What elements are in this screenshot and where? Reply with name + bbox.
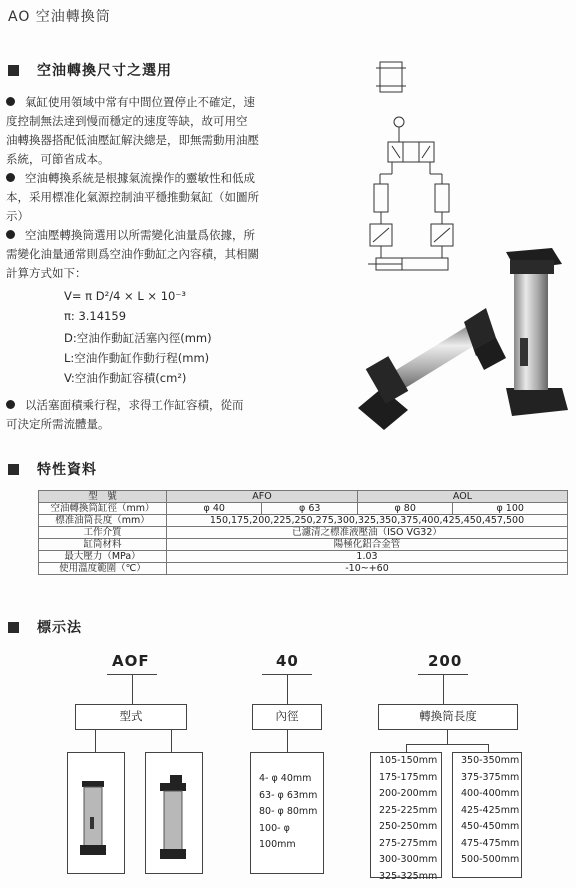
section-heading-text: 標示法 [37,620,82,636]
table-cell: 150,175,200,225,250,275,300,325,350,375,400,425,450,457,500 [167,515,568,527]
length-option: 500-500mm [461,854,520,865]
section-heading-selection [8,60,172,80]
table-row [39,491,568,503]
connector-line [171,730,172,752]
table-row [39,563,568,575]
code-bore: 40 [276,652,299,670]
table-row [39,539,568,551]
bullet-icon [6,173,15,182]
bullet-icon [6,400,15,409]
paragraph-2 [6,169,306,226]
valve-symbol [388,142,434,162]
length-option: 250-250mm [379,821,438,832]
length-option: 475-475mm [461,837,520,849]
para-line: 油轉換器搭配低油壓缸解決總是，即無需動用油壓 [6,133,259,147]
length-option: 200-200mm [379,788,438,799]
section-heading-text: 空油轉換尺寸之選用 [37,63,172,79]
page-title: AO 空油轉換筒 [8,9,111,25]
length-option: 105-150mm [379,755,438,766]
def-l: L:空油作動缸作動行程(mm) [64,351,210,365]
para-line: 氣缸使用領域中常有中間位置停止不確定，速 [25,95,255,109]
def-d: D:空油作動缸活塞內徑(mm) [64,331,212,345]
product-photo [356,238,568,434]
connector-line [406,744,488,745]
table-cell: 缸筒材料 [39,539,167,551]
table-cell: 型 號 [39,491,167,503]
bore-option: 4- φ 40mm [259,773,312,784]
bullet-icon [6,230,15,239]
converter-right-symbol [435,184,449,212]
para-line: 空油壓轉換筒選用以所需變化油量爲依據，所 [25,228,255,242]
table-row [39,503,568,515]
length-option: 275-275mm [379,837,438,849]
section-heading-spec [8,459,97,479]
length-option: 350-350mm [461,755,520,766]
square-bullet-icon [8,65,19,76]
table-cell: 標准油筒長度（mm） [39,515,167,527]
length-option: 400-400mm [461,788,520,799]
connector-line [95,730,96,752]
connector-line [488,744,489,752]
length-box: 轉換筒長度 [378,704,518,730]
table-cell: 工作介質 [39,527,167,539]
table-cell: 最大壓力（MPa） [39,551,167,563]
table-row [39,551,568,563]
length-option: 325-325mm [379,870,438,882]
aol-type-image-box [145,752,203,874]
table-row [39,515,568,527]
def-v: V:空油作動缸容積(cm²) [64,371,187,385]
section-heading-text: 特性資料 [37,462,97,478]
para-line: 度控制無法達到慢而穩定的速度等缺，故可用空 [6,114,248,128]
table-cell: 陽極化鋁合金管 [167,539,568,551]
horizontal-converter-image [358,308,506,430]
code-model: AOF [112,652,150,670]
table-cell: φ 100 [453,503,568,515]
length-option: 300-300mm [379,854,438,865]
table-cell: 使用溫度範圍（℃） [39,563,167,575]
length-option: 175-175mm [379,771,438,783]
table-cell: φ 40 [167,503,262,515]
length-option: 375-375mm [461,771,520,783]
paragraph-1 [6,93,306,169]
para-line: 本，采用標准化氣源控制油平穩推動氣缸（如圖所 [6,190,259,204]
length-list-box-b [452,752,522,878]
table-cell: 空油轉換筒缸徑（mm） [39,503,167,515]
bullet-icon [6,97,15,106]
type-box: 型式 [75,704,187,730]
para-line: 以活塞面積乘行程，求得工作缸容積，從而 [25,398,244,412]
connector-line [443,674,444,704]
paragraph-3 [6,226,306,283]
para-line: 計算方式如下： [6,266,87,280]
para-line: 需變化油量通常則爲空油作動缸之內容積，其相關 [6,247,259,261]
para-line: 空油轉換系統是根據氣流操作的靈敏性和低成 [25,171,255,185]
table-cell: AFO [167,491,358,503]
bore-option: 100- φ 100mm [259,822,296,850]
table-cell: φ 80 [357,503,452,515]
connector-line [132,674,133,704]
bore-option: 80- φ 80mm [259,806,318,817]
table-cell: φ 63 [262,503,357,515]
afo-type-image-box [67,752,125,874]
connector-line [406,744,407,752]
spec-table [38,490,568,575]
code-length: 200 [428,652,463,670]
volume-formula: V= π D²/4 × L × 10⁻³ [64,289,187,303]
table-cell: 1.03 [167,551,568,563]
air-oil-tank-symbol [380,62,402,92]
section-heading-ordering [8,617,82,637]
square-bullet-icon [8,622,19,633]
vertical-converter-image [506,248,568,416]
para-line: 系統，可節省成本。 [6,152,110,166]
para-line: 示） [6,209,29,223]
connector-line [447,730,448,744]
para-line: 可決定所需流體量。 [6,417,110,431]
connector-line [287,730,288,752]
aol-cylinder-image [146,753,202,873]
table-cell: AOL [357,491,567,503]
length-list-box-a [370,752,442,882]
table-cell: -10~+60 [167,563,568,575]
table-row [39,527,568,539]
air-source-symbol [394,117,404,127]
length-option: 225-225mm [379,804,438,816]
bore-option: 63- φ 63mm [259,789,318,801]
table-cell: 已濾清之標准液壓油（ISO VG32） [167,527,568,539]
bore-list-box [250,752,324,874]
connector-line [287,674,288,704]
converter-left-symbol [374,184,388,212]
length-option: 425-425mm [461,804,520,816]
square-bullet-icon [8,464,19,475]
pi-value: π: 3.14159 [64,309,127,323]
length-option: 450-450mm [461,821,520,832]
afo-cylinder-image [68,753,124,873]
paragraph-4 [6,396,306,434]
bore-box: 內徑 [252,704,322,730]
